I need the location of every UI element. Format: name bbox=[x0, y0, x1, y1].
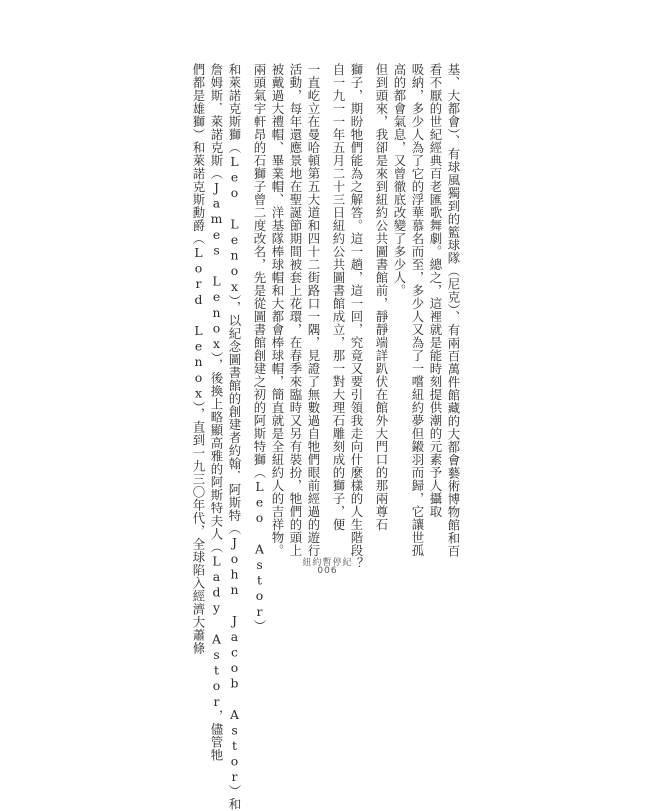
text-line: 基、大都會）、有球風獨到的籃球隊（尼克）、有兩百萬件館藏的大都會藝術博物館和百 bbox=[446, 63, 461, 558]
text-line: 吸納，多少人為了它的浮華慕名而至，多少人又為了一嚐紐約夢但鎩羽而歸，它讓世孤 bbox=[410, 63, 425, 557]
text-line: 但到頭來，我卻是來到紐約公共圖書館前，靜靜端詳趴伏在館外大門口的那兩尊石 bbox=[374, 63, 389, 531]
text-line: 被戴過大禮帽、畢業帽、洋基隊棒球帽和大都會棒球帽，簡直就是全紐約人的吉祥物。 bbox=[270, 63, 285, 557]
page-number: 006 bbox=[317, 566, 338, 576]
text-line: 高的都會氣息，又曾徹底改變了多少人。 bbox=[392, 63, 407, 297]
text-line: 一直屹立在曼哈頓第五大道和四十二街路口一隅，見證了無數過自牠們眼前經過的遊行 bbox=[306, 63, 321, 557]
text-line: 兩頭氣宇軒昂的石獅子曾二度改名，先是從圖書館創建之初的阿斯特獅（Leo Astor） bbox=[252, 63, 267, 633]
text-line: 自一九一一年五月二十三日紐約公共圖書館成立，那一對大理石雕刻成的獅子，便 bbox=[331, 63, 346, 531]
text-line: 活動，每年還應景地在聖誕節期間被套上花環，在春季來臨時又另有裝扮，牠們的頭上 bbox=[288, 63, 303, 557]
text-line: 看不厭的世紀經典百老匯歌舞劇。總之，這裡就是能時刻提供潮的元素予人攝取 bbox=[428, 63, 443, 518]
text-line: 和萊諾克斯獅（Leo Lenox），以紀念圖書館的創建者約翰．阿斯特（John Jacob Astor）和 bbox=[227, 63, 242, 811]
text-line: 詹姆斯．萊諾克斯（James Lenox），後換上略顯高雅的阿斯特夫人（Lady Astor，儘管牠 bbox=[209, 63, 224, 762]
text-line: 獅子，期盼牠們能為之解答。這一趟，這一回，究竟又要引領我走向什麼樣的人生階段？ bbox=[349, 63, 364, 570]
running-footer-title: 紐約暫停紀 bbox=[302, 558, 353, 568]
text-line: 們都是雄獅）和萊諾克斯勳爵（Lord Lenox），直到一九三〇年代，全球陷入經濟大蕭條 bbox=[191, 63, 206, 655]
